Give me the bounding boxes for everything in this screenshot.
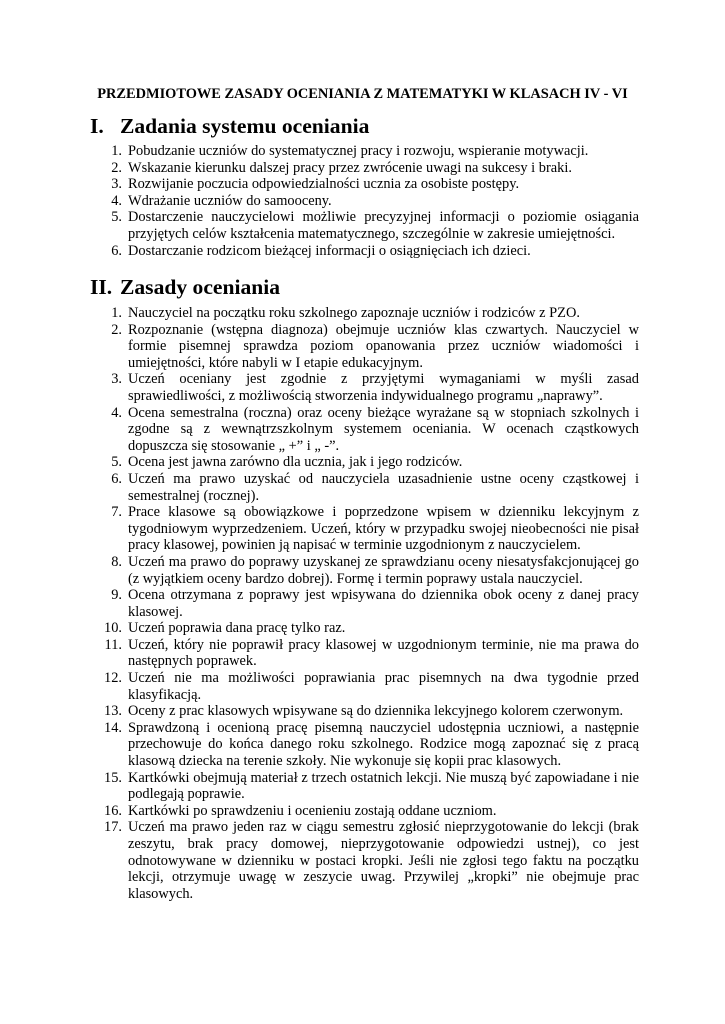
list-item [0, 670, 639, 703]
list-item-number: 2. [111, 321, 122, 338]
list-item-number: 2. [111, 159, 122, 176]
list-item [0, 703, 639, 720]
section-number: I. [90, 114, 104, 138]
list-item-number: 6. [111, 242, 122, 259]
list-item [0, 209, 639, 242]
list-item-number: 11. [104, 636, 122, 653]
list-item-number: 13. [104, 703, 122, 720]
section-heading-1 [90, 114, 370, 138]
list-item-number: 6. [111, 470, 122, 487]
list-item-number: 14. [104, 719, 122, 736]
list-item [0, 322, 639, 372]
list-item [0, 243, 639, 260]
list-item-text: Uczeń ma prawo do poprawy uzyskanej ze sprawdzianu oceny niesatysfakcjonującej go (z wyjątkiem oceny bardzo dobrej). Formę i termin poprawy ustala nauczyciel. [128, 553, 639, 587]
section-heading-2 [90, 275, 281, 299]
rules-list [0, 305, 639, 902]
list-item [0, 770, 639, 803]
list-item-text: Sprawdzoną i ocenioną pracę pisemną nauczyciel udostępnia uczniowi, a następnie przechowuje do końca danego roku szkolnego. Rodzice mogą zapoznać się z pracą klasową dziecka na terenie szkoły. Nie wykonuje się kopii prac klasowych. [128, 719, 639, 770]
section-number: II. [90, 275, 113, 299]
list-item-text: Ocena jest jawna zarówno dla ucznia, jak i jego rodziców. [128, 454, 463, 471]
list-item-number: 4. [111, 404, 122, 421]
list-item-number: 3. [111, 176, 122, 193]
list-item-text: Wskazanie kierunku dalszej pracy przez zwrócenie uwagi na sukcesy i braki. [128, 159, 572, 176]
list-item [0, 554, 639, 587]
list-item-number: 1. [111, 143, 122, 159]
list-item [0, 471, 639, 504]
list-item [0, 176, 639, 193]
list-item-number: 9. [111, 587, 122, 604]
list-item [0, 160, 639, 177]
list-item-text: Uczeń nie ma możliwości poprawiania prac pisemnych na dwa tygodnie przed klasyfikacją. [128, 670, 639, 703]
list-item-text: Kartkówki po sprawdzeniu i ocenieniu zostają oddane uczniom. [128, 802, 497, 819]
list-item [0, 454, 639, 471]
list-item [0, 637, 639, 670]
list-item-text: Kartkówki obejmują materiał z trzech ostatnich lekcji. Nie muszą być zapowiadane i nie podlegają poprawie. [128, 769, 639, 803]
list-item [0, 305, 639, 322]
section-title: Zadania systemu oceniania [120, 114, 370, 138]
list-item [0, 587, 639, 620]
list-item-text: Uczeń ma prawo uzyskać od nauczyciela uzasadnienie ustne oceny cząstkowej i semestralnej (rocznej). [128, 470, 639, 504]
list-item-text: Uczeń, który nie poprawił pracy klasowej w uzgodnionym terminie, nie ma prawa do następnych poprawek. [128, 636, 639, 670]
list-item-number: 3. [111, 371, 122, 388]
list-item-number: 17. [104, 819, 122, 836]
list-item [0, 143, 639, 160]
list-item-text: Rozpoznanie (wstępna diagnoza) obejmuje uczniów klas czwartych. Nauczyciel w formie pisemnej sprawdza poziom opanowania przez uczniów wiadomości i umiejętności, które nabyli w I etapie edukacyjnym. [128, 321, 639, 371]
list-item [0, 803, 639, 820]
list-item-number: 8. [111, 553, 122, 570]
list-item [0, 371, 639, 404]
tasks-list [0, 143, 639, 259]
list-item-text: Uczeń poprawia dana pracę tylko raz. [128, 620, 346, 637]
list-item-text: Pobudzanie uczniów do systematycznej pracy i rozwoju, wspieranie motywacji. [128, 143, 589, 159]
list-item [0, 193, 639, 210]
list-item [0, 720, 639, 770]
list-item-text: Dostarczanie rodzicom bieżącej informacji o osiągnięciach ich dzieci. [128, 242, 531, 259]
list-item-text: Uczeń ma prawo jeden raz w ciągu semestru zgłosić nieprzygotowanie do lekcji (brak zeszytu, brak pracy domowej, nieprzygotowanie odpowiedzi ustnej), co jest odnotowywane w dzienniku w postaci kropki. Jeśli nie zgłosi tego faktu na początku lekcji, otrzymuje uwagę w zeszycie uwag. Przywilej „kropki” nie obejmuje prac klasowych. [128, 819, 639, 902]
list-item-number: 15. [104, 769, 122, 786]
list-item [0, 504, 639, 554]
list-item-number: 10. [104, 620, 122, 637]
list-item-number: 5. [111, 454, 122, 471]
document-title: PRZEDMIOTOWE ZASADY OCENIANIA Z MATEMATYKI W KLASACH IV - VI [97, 86, 628, 102]
list-item-text: Wdrażanie uczniów do samooceny. [128, 192, 332, 209]
list-item-text: Dostarczenie nauczycielowi możliwie precyzyjnej informacji o poziomie osiągania przyjętych celów kształcenia matematycznego, szczególnie w zakresie umiejętności. [128, 209, 639, 242]
list-item-number: 16. [104, 802, 122, 819]
list-item-text: Nauczyciel na początku roku szkolnego zapoznaje uczniów i rodziców z PZO. [128, 305, 580, 321]
list-item [0, 620, 639, 637]
list-item-number: 1. [111, 305, 122, 321]
list-item-number: 7. [111, 504, 122, 521]
list-item-number: 12. [104, 670, 122, 687]
section-title: Zasady oceniania [120, 275, 281, 299]
list-item [0, 819, 639, 902]
list-item [0, 405, 639, 455]
list-item-text: Rozwijanie poczucia odpowiedzialności ucznia za osobiste postępy. [128, 176, 520, 193]
list-item-text: Ocena semestralna (roczna) oraz oceny bieżące wyrażane są w stopniach szkolnych i zgodne są z wewnątrzszkolnym systemem oceniania. W ocenach cząstkowych dopuszcza się stosowanie „ +” i „ -”. [128, 404, 639, 454]
list-item-number: 5. [111, 209, 122, 226]
list-item-text: Uczeń oceniany jest zgodnie z przyjętymi wymaganiami w myśli zasad sprawiedliwości, z możliwością stworzenia indywidualnego programu „naprawy”. [128, 371, 639, 404]
list-item-text: Ocena otrzymana z poprawy jest wpisywana do dziennika obok oceny z danej pracy klasowej. [128, 587, 639, 620]
list-item-number: 4. [111, 192, 122, 209]
list-item-text: Oceny z prac klasowych wpisywane są do dziennika lekcyjnego kolorem czerwonym. [128, 703, 624, 720]
list-item-text: Prace klasowe są obowiązkowe i poprzedzone wpisem w dzienniku lekcyjnym z tygodniowym wyprzedzeniem. Uczeń, który w przypadku swojej nieobecności nie pisał pracy klasowej, powinien ją napisać w terminie uzgodnionym z nauczycielem. [128, 504, 639, 554]
